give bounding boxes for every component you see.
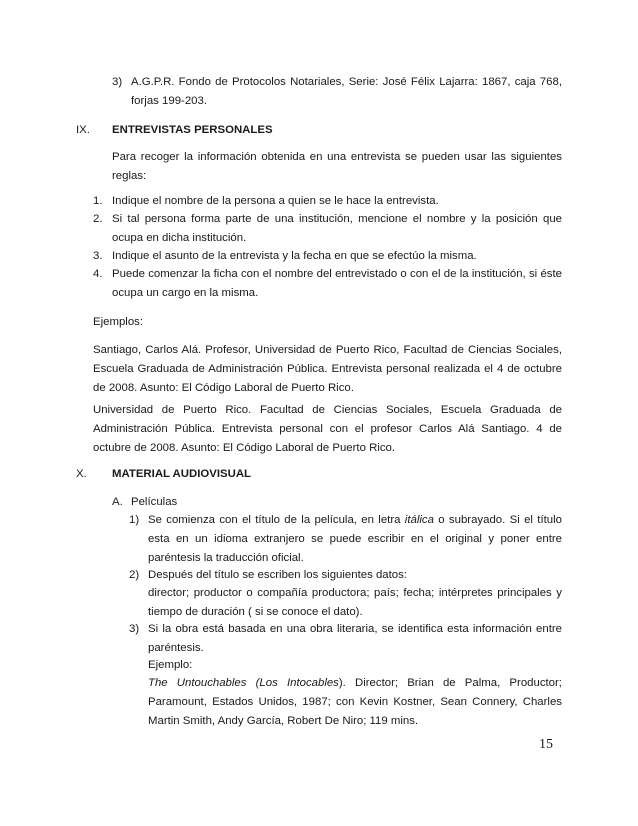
sub-a-letter: A. — [112, 496, 123, 508]
rule-number: 1. — [93, 195, 103, 207]
item3-number: 3) — [129, 623, 140, 635]
item1-italic: itálica — [404, 514, 434, 526]
rule-number: 2. — [93, 213, 103, 225]
item3-example — [148, 674, 562, 731]
rule-text: Indique el nombre de la persona a quien se le hace la entrevista. — [112, 195, 439, 207]
item2-line1: Después del título se escriben los siguientes datos: — [148, 569, 407, 581]
ref3-text: A.G.P.R. Fondo de Protocolos Notariales, Serie: José Félix Lajarra: 1867, caja 768, forjas 199-203. — [131, 76, 562, 107]
sub-a-title: Películas — [131, 496, 178, 508]
rule-number: 3. — [93, 250, 103, 262]
example-entry-2: Universidad de Puerto Rico. Facultad de Ciencias Sociales, Escuela Graduada de Administración Pública. Entrevista personal con el profesor Carlos Alá Santiago. 4 de octubre de 2008. Asunto: El Código Laboral de Puerto Rico. — [93, 404, 562, 454]
rule-text: Indique el asunto de la entrevista y la fecha en que se efectúo la misma. — [112, 250, 477, 262]
item3-example-label: Ejemplo: — [148, 659, 193, 671]
section10-numeral: X. — [76, 468, 87, 480]
ref3-number: 3) — [112, 76, 123, 88]
item1-post: o subrayado. Si el título esta en un idioma extranjero se puede escribir en el original y poner entre paréntesis la traducción oficial. — [148, 514, 562, 564]
rule-text: Si tal persona forma parte de una institución, mencione el nombre y la posición que ocupa en dicha institución. — [112, 213, 562, 244]
item2-line2: director; productor o compañía productora; país; fecha; intérpretes principales y tiempo de duración ( si se conoce el dato). — [148, 587, 562, 618]
examples-label: Ejemplos: — [93, 316, 144, 328]
section9-heading: ENTREVISTAS PERSONALES — [112, 124, 273, 136]
rule-text: Puede comenzar la ficha con el nombre del entrevistado o con el de la institución, si éste ocupa un cargo en la misma. — [112, 268, 562, 299]
item1-pre: Se comienza con el título de la película, en letra — [148, 514, 405, 526]
item1-number: 1) — [129, 514, 140, 526]
example-entry-1: Santiago, Carlos Alá. Profesor, Universidad de Puerto Rico, Facultad de Ciencias Sociales, Escuela Graduada de Administración Pública. Entrevista personal realizada el 4 de octubre de 2008. Asunto: El Código Laboral de Puerto Rico. — [93, 344, 562, 394]
item2-number: 2) — [129, 569, 140, 581]
section9-intro: Para recoger la información obtenida en una entrevista se pueden usar las siguientes reglas: — [112, 151, 562, 182]
section9-numeral: IX. — [76, 124, 90, 136]
item3-text: Si la obra está basada en una obra literaria, se identifica esta información entre paréntesis. — [148, 623, 562, 654]
rule-number: 4. — [93, 268, 103, 280]
item3-example-title: The Untouchables (Los Intocables — [148, 677, 339, 689]
item1-text — [148, 511, 562, 568]
item3-example-rest: ). Director; Brian de Palma, Productor; Paramount, Estados Unidos, 1987; con Kevin Kostner, Sean Connery, Charles Martin Smith, Andy García, Robert De Niro; 119 mins. — [148, 677, 562, 727]
page-number: 15 — [539, 737, 553, 752]
section10-heading: MATERIAL AUDIOVISUAL — [112, 468, 252, 480]
